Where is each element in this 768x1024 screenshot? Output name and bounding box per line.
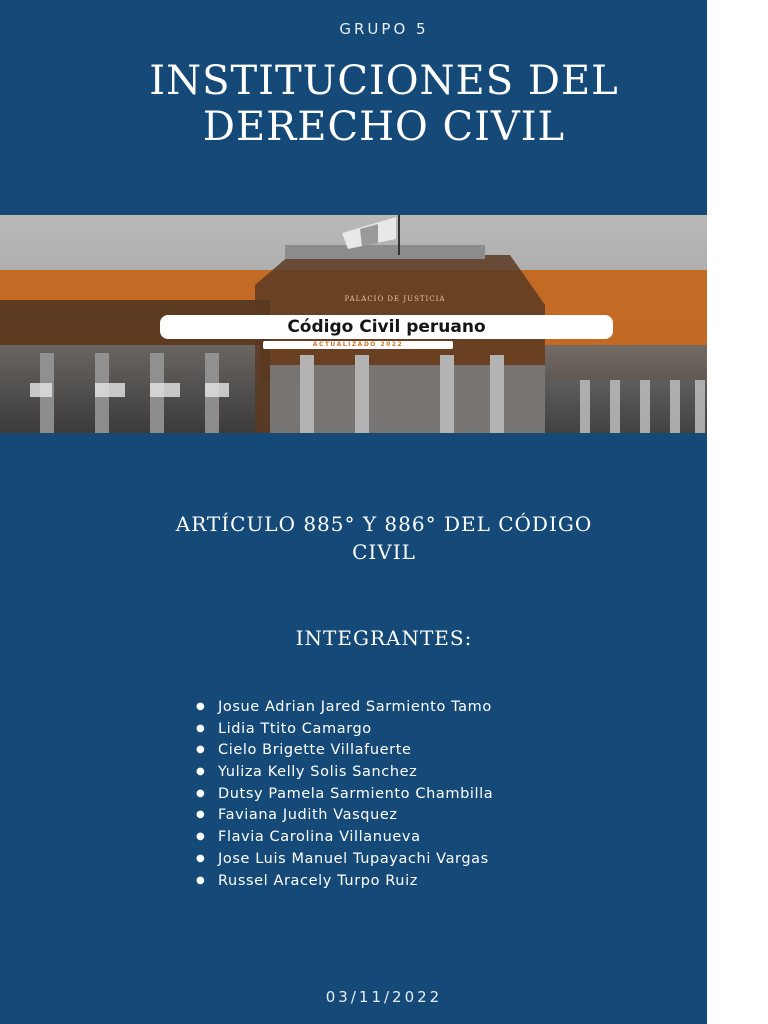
list-item — [196, 783, 493, 805]
member-list — [196, 696, 493, 891]
member-name: Josue Adrian Jared Sarmiento Tamo — [218, 698, 492, 715]
bullet-icon: ● — [196, 766, 206, 778]
bullet-icon: ● — [196, 809, 206, 821]
title-line-2: DERECHO CIVIL — [202, 104, 566, 150]
bullet-icon: ● — [196, 831, 206, 843]
bullet-icon: ● — [196, 701, 206, 712]
list-item — [196, 696, 493, 718]
bullet-icon: ● — [196, 787, 206, 799]
title-line-1: INSTITUCIONES DEL — [149, 58, 619, 104]
group-label: GRUPO 5 — [339, 20, 429, 38]
bullet-icon: ● — [196, 722, 206, 734]
member-name: Lidia Ttito Camargo — [218, 720, 372, 737]
page-margin — [707, 0, 768, 1024]
article-line-2: CIVIL — [352, 540, 416, 564]
member-name: Russel Aracely Turpo Ruiz — [218, 872, 418, 889]
list-item — [196, 761, 493, 783]
banner-sublabel: ACTUALIZADO 2022 — [263, 341, 453, 349]
bullet-icon: ● — [196, 874, 206, 886]
member-name: Dutsy Pamela Sarmiento Chambilla — [218, 785, 494, 802]
member-name: Faviana Judith Vasquez — [218, 807, 398, 824]
member-name: Cielo Brigette Villafuerte — [218, 742, 412, 759]
list-item — [196, 739, 493, 761]
article-heading — [60, 510, 707, 566]
banner-label: Código Civil peruano — [160, 315, 613, 339]
list-item — [196, 826, 493, 848]
member-name: Yuliza Kelly Solis Sanchez — [218, 763, 418, 780]
list-item — [196, 804, 493, 826]
member-name: Jose Luis Manuel Tupayachi Vargas — [218, 850, 489, 867]
integrantes-heading: INTEGRANTES: — [295, 626, 473, 650]
article-line-1: ARTÍCULO 885° Y 886° DEL CÓDIGO — [175, 512, 593, 536]
list-item — [196, 848, 493, 870]
document-title — [0, 58, 707, 150]
document-date: 03/11/2022 — [325, 988, 443, 1006]
list-item — [196, 718, 493, 740]
list-item — [196, 870, 493, 892]
bullet-icon: ● — [196, 744, 206, 756]
member-name: Flavia Carolina Villanueva — [218, 828, 421, 845]
banner-image — [0, 215, 707, 433]
building-sign: PALACIO DE JUSTICIA — [344, 295, 446, 303]
bullet-icon: ● — [196, 852, 206, 864]
